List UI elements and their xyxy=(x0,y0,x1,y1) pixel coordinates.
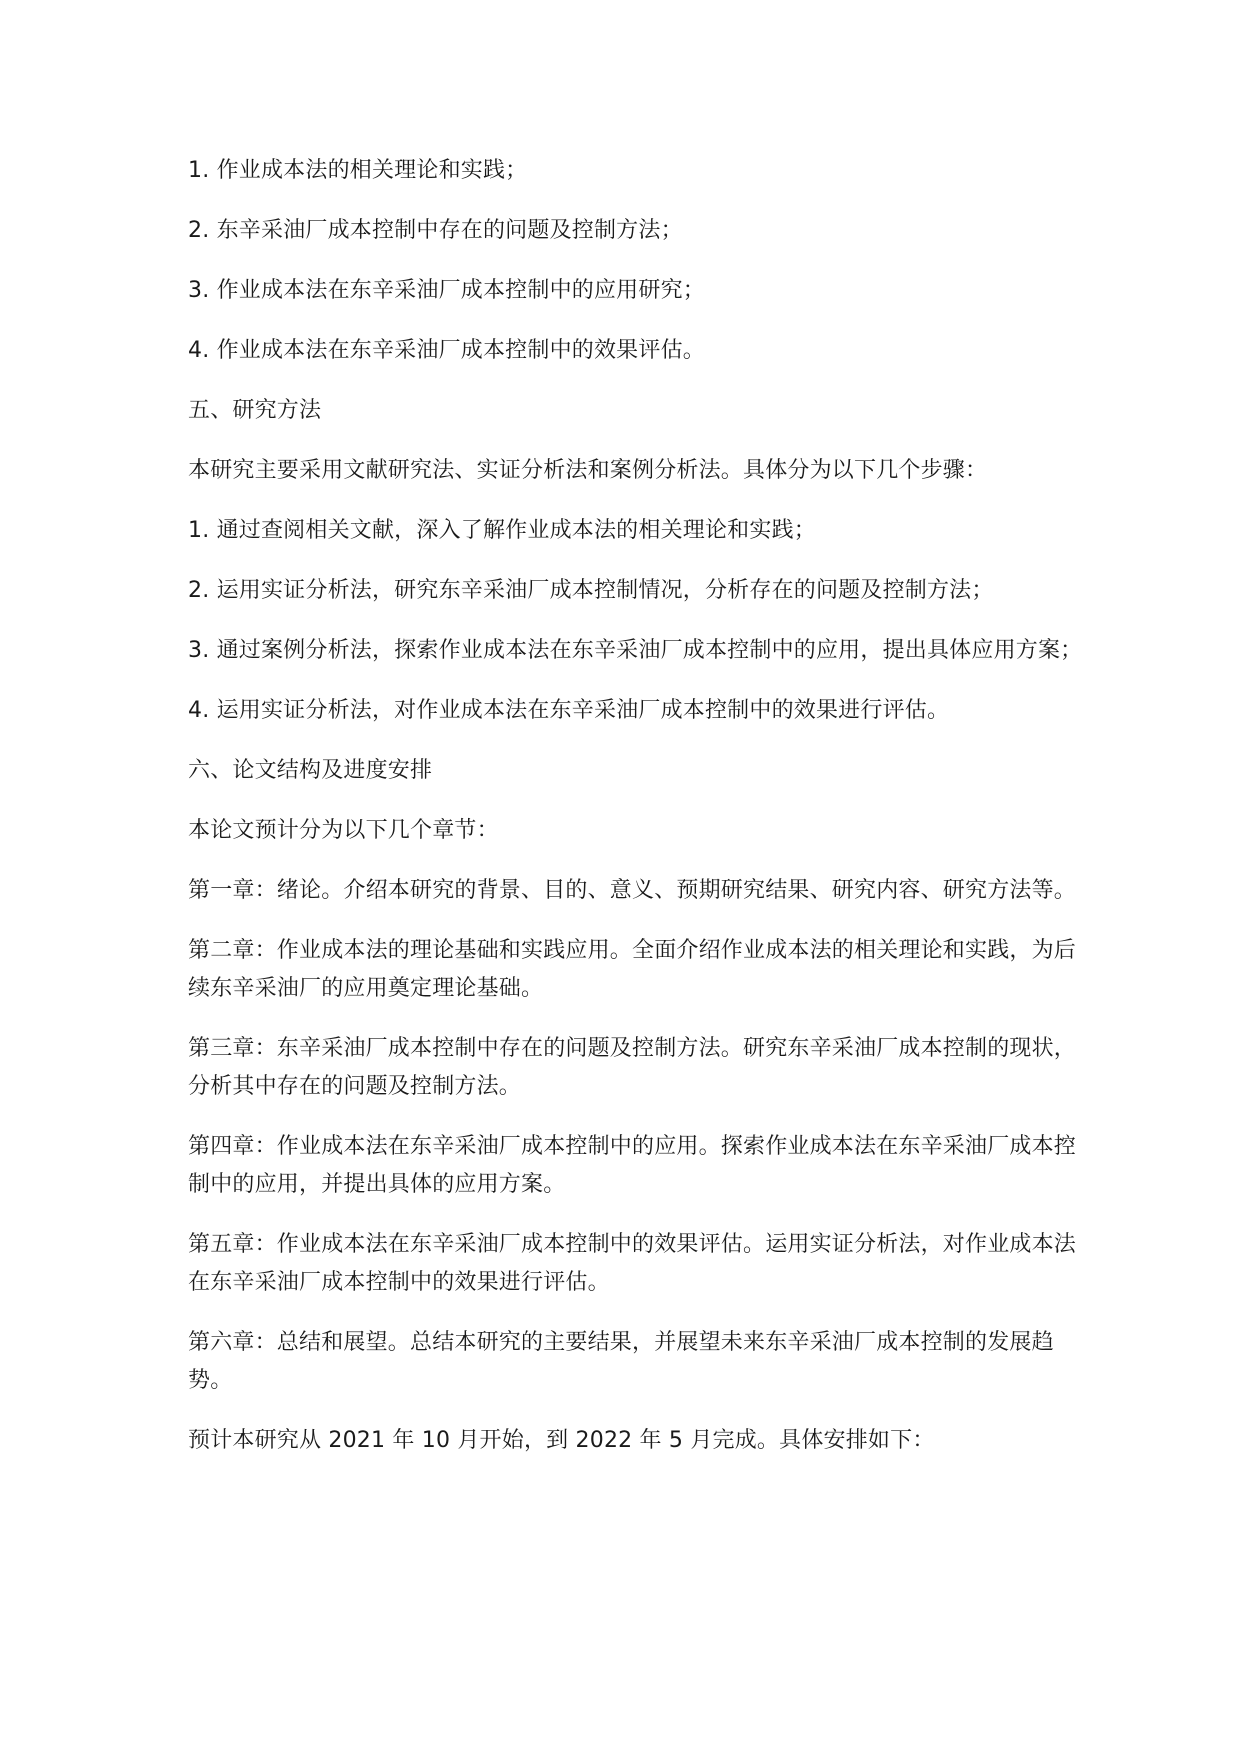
list-item-2: 2. 东辛采油厂成本控制中存在的问题及控制方法； xyxy=(188,218,683,243)
chapter-1: 第一章：绪论。介绍本研究的背景、目的、意义、预期研究结果、研究内容、研究方法等。 xyxy=(188,878,1077,903)
chapter-3: 第三章：东辛采油厂成本控制中存在的问题及控制方法。研究东辛采油厂成本控制的现状，分析其中存在的问题及控制方法。 xyxy=(188,1036,1077,1099)
schedule-intro: 预计本研究从 2021 年 10 月开始，到 2022 年 5 月完成。具体安排如下： xyxy=(188,1428,935,1453)
chapter-2: 第二章：作业成本法的理论基础和实践应用。全面介绍作业成本法的相关理论和实践，为后续东辛采油厂的应用奠定理论基础。 xyxy=(188,938,1077,1001)
method-step-3: 3. 通过案例分析法，探索作业成本法在东辛采油厂成本控制中的应用，提出具体应用方案； xyxy=(188,638,1083,663)
methods-intro: 本研究主要采用文献研究法、实证分析法和案例分析法。具体分为以下几个步骤： xyxy=(188,458,988,483)
method-step-1: 1. 通过查阅相关文献，深入了解作业成本法的相关理论和实践； xyxy=(188,518,816,543)
chapter-6: 第六章：总结和展望。总结本研究的主要结果，并展望未来东辛采油厂成本控制的发展趋势。 xyxy=(188,1330,1054,1393)
document-body xyxy=(188,152,1088,1460)
method-step-2: 2. 运用实证分析法，研究东辛采油厂成本控制情况，分析存在的问题及控制方法； xyxy=(188,578,994,603)
chapter-4: 第四章：作业成本法在东辛采油厂成本控制中的应用。探索作业成本法在东辛采油厂成本控制中的应用，并提出具体的应用方案。 xyxy=(188,1134,1077,1197)
list-item-1: 1. 作业成本法的相关理论和实践； xyxy=(188,158,528,183)
section-heading-structure-schedule: 六、论文结构及进度安排 xyxy=(188,758,433,783)
chapter-5: 第五章：作业成本法在东辛采油厂成本控制中的效果评估。运用实证分析法，对作业成本法在东辛采油厂成本控制中的效果进行评估。 xyxy=(188,1232,1077,1295)
section-heading-research-methods: 五、研究方法 xyxy=(188,398,322,423)
method-step-4: 4. 运用实证分析法，对作业成本法在东辛采油厂成本控制中的效果进行评估。 xyxy=(188,698,950,723)
list-item-4: 4. 作业成本法在东辛采油厂成本控制中的效果评估。 xyxy=(188,338,705,363)
list-item-3: 3. 作业成本法在东辛采油厂成本控制中的应用研究； xyxy=(188,278,705,303)
chapters-intro: 本论文预计分为以下几个章节： xyxy=(188,818,499,843)
